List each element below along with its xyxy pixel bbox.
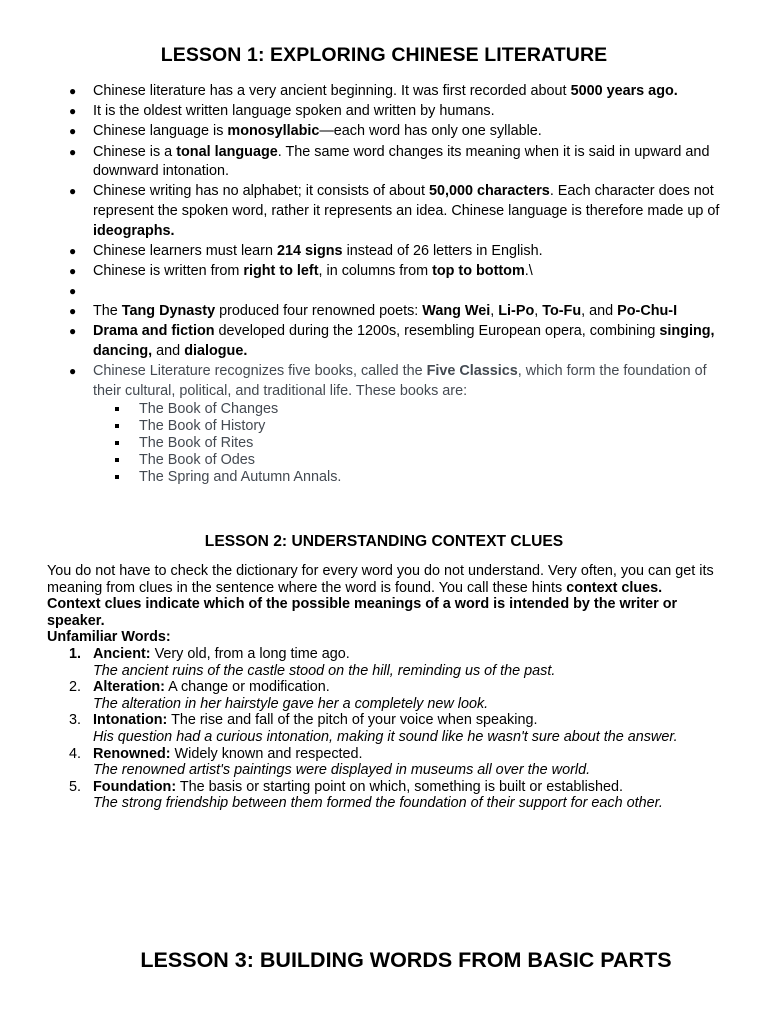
lesson2-title: LESSON 2: UNDERSTANDING CONTEXT CLUES <box>204 533 564 550</box>
bullet-icon: ● <box>69 304 77 319</box>
bullet-icon: ● <box>69 124 77 139</box>
list-item: The Spring and Autumn Annals. <box>139 469 733 486</box>
bullet-icon: ● <box>69 184 77 199</box>
list-item: ● Chinese literature has a very ancient beginning. It was first recorded about 5000 years ago. <box>93 82 733 102</box>
word-item: 5. Foundation: The basis or starting point on which, something is built or established. The strong friendship between them formed the foundation of their support for each other. <box>69 778 663 812</box>
word-item: 1. Ancient: Very old, from a long time ago. The ancient ruins of the castle stood on the hill, reminding us of the past. <box>69 645 556 679</box>
list-item: ● Chinese is a tonal language. The same word changes its meaning when it is said in upward and downward intonation. <box>69 143 710 180</box>
bullet-icon: ● <box>69 84 77 98</box>
list-item: ● Chinese learners must learn 214 signs instead of 26 letters in English. <box>93 242 733 262</box>
bullet-icon: ● <box>69 263 77 278</box>
list-item: The Book of History <box>139 418 733 435</box>
square-bullet-icon <box>115 475 119 479</box>
square-bullet-icon <box>115 458 119 462</box>
list-item: The Book of Odes <box>139 452 733 469</box>
list-item: The Book of Changes <box>139 401 733 418</box>
unfamiliar-words-list <box>47 646 737 812</box>
lesson2-body <box>47 563 737 812</box>
list-item: ● Chinese writing has no alphabet; it consists of about 50,000 characters. Each character does not represent the spoken word, rather it represents an idea. Chinese language is therefore made up of ideographs. <box>69 183 720 239</box>
square-bullet-icon <box>115 441 119 445</box>
list-item: ● Drama and fiction developed during the 1200s, resembling European opera, combining singing, dancing, and dialogue. <box>69 323 715 360</box>
bullet-icon: ● <box>69 144 77 159</box>
list-item: ● It is the oldest written language spoken and written by humans. <box>93 102 733 122</box>
definition-paragraph: Context clues indicate which of the possible meanings of a word is intended by the writer or speaker. <box>47 596 678 629</box>
word-item: 2. Alteration: A change or modification. The alteration in her hairstyle gave her a completely new look. <box>69 679 489 712</box>
list-item: ● Chinese is written from right to left, in columns from top to bottom.\ <box>93 262 733 282</box>
bullet-icon: ● <box>69 284 77 299</box>
lesson3-title: LESSON 3: BUILDING WORDS FROM BASIC PARTS <box>140 948 672 972</box>
list-item-empty <box>69 282 733 302</box>
bullet-icon: ● <box>69 364 77 379</box>
list-item: The Book of Rites <box>139 435 733 452</box>
word-item: 4. Renowned: Widely known and respected. The renowned artist's paintings were displayed in museums all over the world. <box>69 745 591 779</box>
intro-paragraph: You do not have to check the dictionary for every word you do not understand. Very often, you can get its meaning from clues in the sentence where the word is found. You call these hints context clues. <box>47 563 714 596</box>
bullet-icon: ● <box>69 243 77 258</box>
list-item: ● Chinese language is monosyllabic—each word has only one syllable. <box>93 122 733 142</box>
bullet-icon: ● <box>69 104 77 119</box>
list-item: ● The Tang Dynasty produced four renowned poets: Wang Wei, Li-Po, To-Fu, and Po-Chu-I <box>93 302 733 322</box>
square-bullet-icon <box>115 407 119 411</box>
word-item: 3. Intonation: The rise and fall of the pitch of your voice when speaking. His question had a curious intonation, making it sound like he wasn't sure about the answer. <box>69 712 678 745</box>
lesson1-bullet-list <box>69 82 733 486</box>
list-item-five-classics: ● Chinese Literature recognizes five books, called the Five Classics, which form the foundation of their cultural, political, and traditional life. These books are: The Book of Changes The Book of History The Book of Rites The Book of Odes The Spring and Autumn Annals. <box>93 362 733 485</box>
bullet-icon: ● <box>69 324 77 339</box>
square-bullet-icon <box>115 424 119 428</box>
five-classics-list <box>139 401 733 485</box>
lesson1-title: LESSON 1: EXPLORING CHINESE LITERATURE <box>160 44 608 66</box>
unfamiliar-words-label: Unfamiliar Words: <box>47 629 171 646</box>
